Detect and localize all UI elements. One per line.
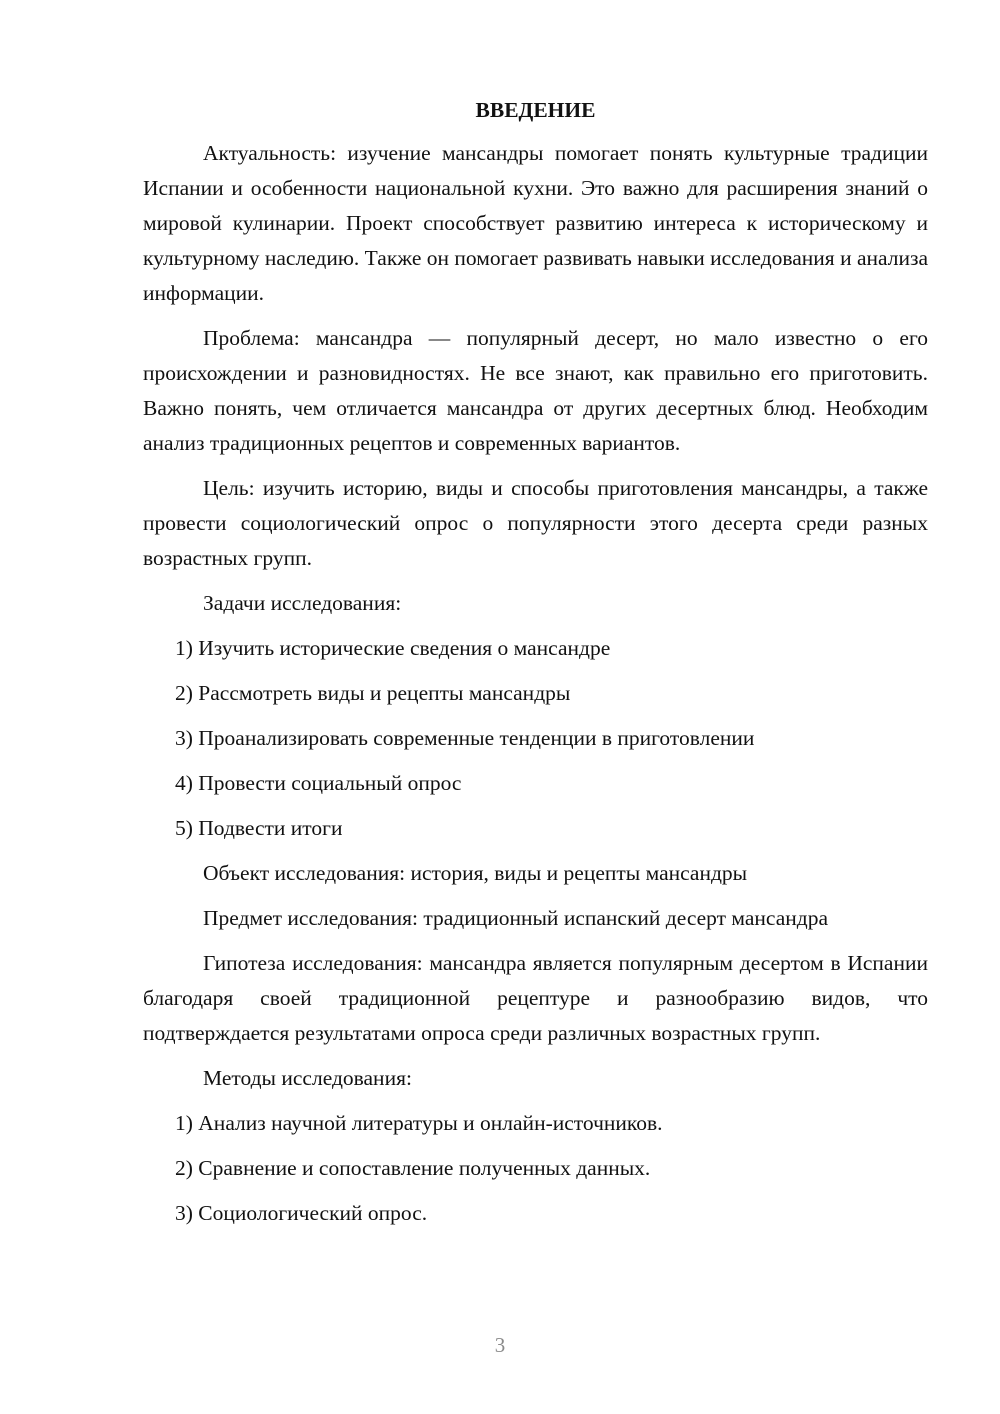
- page-title: ВВЕДЕНИЕ: [475, 98, 596, 122]
- list-item: 2) Рассмотреть виды и рецепты мансандры: [175, 681, 571, 705]
- page-number: 3: [494, 1333, 506, 1357]
- relevance-paragraph: Актуальность: изучение мансандры помогает понять культурные традиции Испании и особенности национальной кухни. Это важно для расширения знаний о мировой кулинарии. Проект способствует развитию интереса к историческому и культурному наследию. Также он помогает развивать навыки исследования и анализа информации.: [143, 141, 929, 305]
- methods-list: [143, 1106, 928, 1231]
- research-subject: Предмет исследования: традиционный испанский десерт мансандра: [203, 906, 828, 930]
- goal-paragraph: Цель: изучить историю, виды и способы приготовления мансандры, а также провести социологический опрос о популярности этого десерта среди разных возрастных групп.: [143, 476, 928, 570]
- research-object: Объект исследования: история, виды и рецепты мансандры: [203, 861, 748, 885]
- methods-heading: Методы исследования:: [203, 1066, 412, 1090]
- tasks-list: [143, 631, 928, 846]
- list-item: 2) Сравнение и сопоставление полученных данных.: [175, 1156, 651, 1180]
- page-content: [143, 94, 928, 1241]
- list-item: 3) Социологический опрос.: [175, 1201, 428, 1225]
- list-item: 4) Провести социальный опрос: [175, 771, 462, 795]
- list-item: 1) Изучить исторические сведения о мансандре: [175, 636, 611, 660]
- list-item: 3) Проанализировать современные тенденции в приготовлении: [175, 726, 755, 750]
- hypothesis-paragraph: Гипотеза исследования: мансандра является популярным десертом в Испании благодаря своей традиционной рецептуре и разнообразию видов, что подтверждается результатами опроса среди различных возрастных групп.: [143, 951, 928, 1045]
- tasks-heading: Задачи исследования:: [203, 591, 402, 615]
- problem-paragraph: Проблема: мансандра — популярный десерт, но мало известно о его происхождении и разновидностях. Не все знают, как правильно его приготовить. Важно понять, чем отличается мансандра от других десертных блюд. Необходим анализ традиционных рецептов и современных вариантов.: [143, 326, 928, 455]
- list-item: 5) Подвести итоги: [175, 816, 343, 840]
- list-item: 1) Анализ научной литературы и онлайн-источников.: [175, 1111, 663, 1135]
